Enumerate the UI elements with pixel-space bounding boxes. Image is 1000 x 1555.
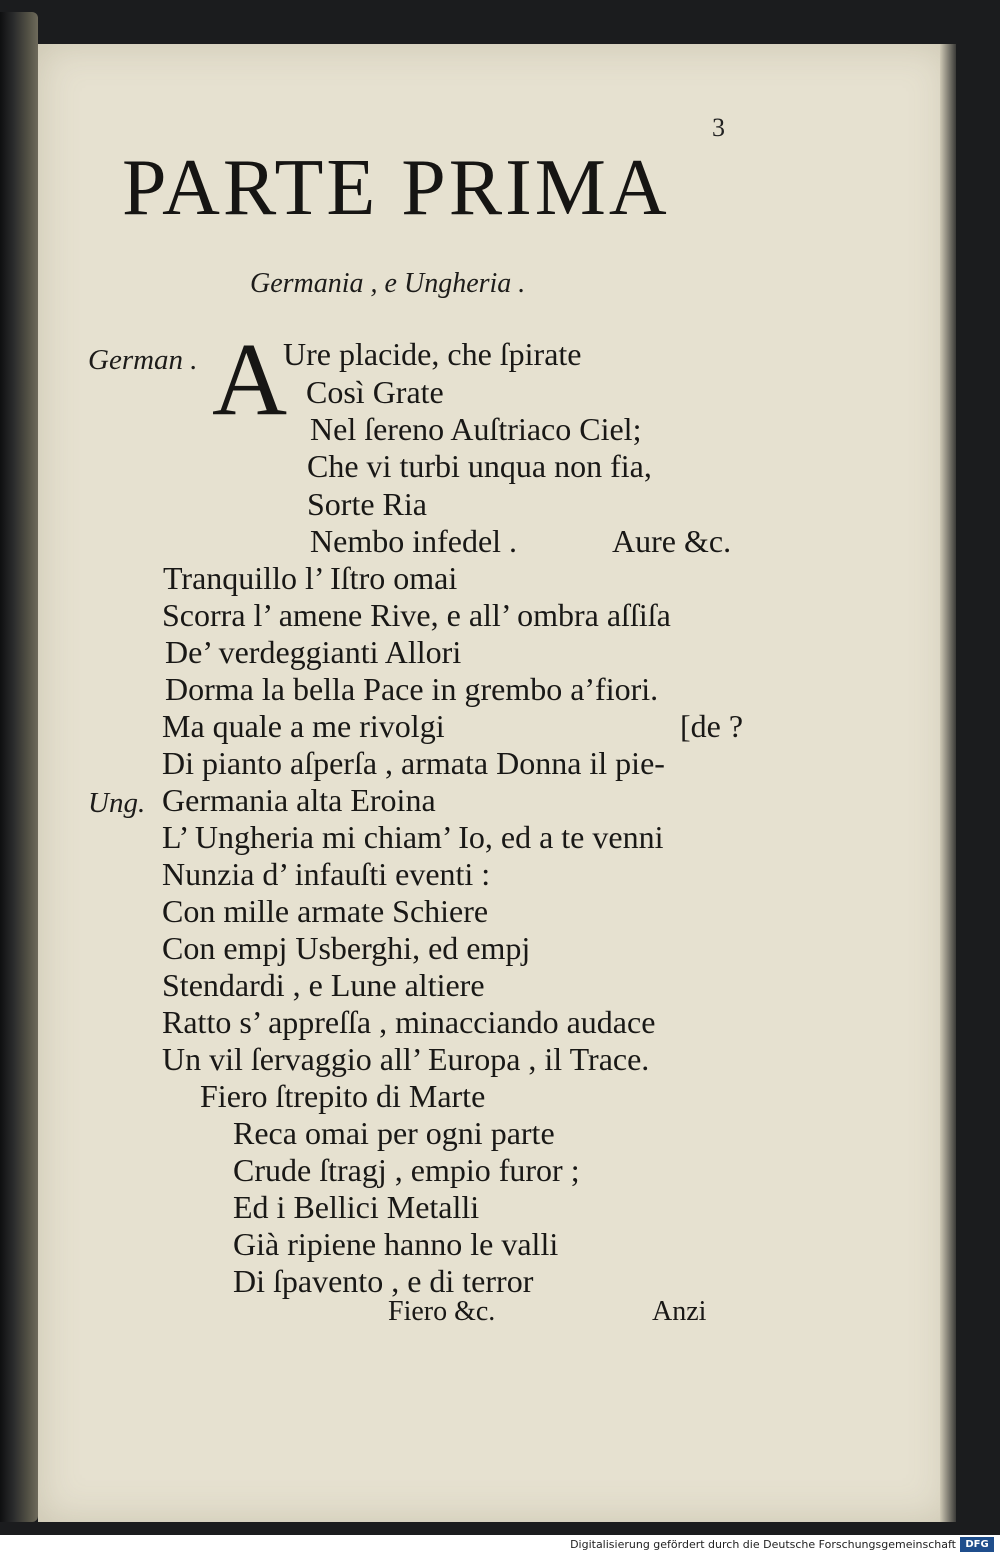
verse-line: Reca omai per ogni parte xyxy=(233,1115,555,1151)
verse-line: Ed i Bellici Metalli xyxy=(233,1189,480,1225)
catchword: Anzi xyxy=(652,1296,707,1327)
book-spine-edge xyxy=(0,12,38,1522)
verse-line: Di ſpavento , e di terror xyxy=(233,1263,534,1299)
verse-line: Ure placide, che ſpirate xyxy=(283,336,582,372)
verse-line: Dorma la bella Pace in grembo a’fiori. xyxy=(165,671,659,707)
verse-line: Germania alta Eroina xyxy=(162,782,436,818)
verse-line: Con mille armate Schiere xyxy=(162,893,489,929)
verse-line: Nembo infedel . xyxy=(310,523,518,559)
page-edge-shadow xyxy=(940,44,956,1522)
speaker-ungheria: Ung. xyxy=(88,787,146,819)
drop-cap: A xyxy=(212,322,288,437)
verse-line: Tranquillo l’ Iſtro omai xyxy=(163,560,458,596)
verse-line: Crude ſtragj , empio furor ; xyxy=(233,1152,580,1188)
speaker-germania: German . xyxy=(88,344,198,376)
verse-line: Nel ſereno Auſtriaco Ciel; xyxy=(310,411,642,447)
verse-line: De’ verdeggianti Allori xyxy=(165,634,462,670)
verse-line: Ratto s’ appreſſa , minacciando audace xyxy=(162,1004,656,1040)
line-continuation: [de ? xyxy=(680,708,744,744)
verse-line: Sorte Ria xyxy=(307,486,427,522)
verse-line: Un vil ſervaggio all’ Europa , il Trace. xyxy=(162,1041,650,1077)
page-number: 3 xyxy=(712,113,725,142)
verse-line: Che vi turbi unqua non fia, xyxy=(307,448,652,484)
verse-line: L’ Ungheria mi chiam’ Io, ed a te venni xyxy=(162,819,664,855)
subtitle: Germania , e Ungheria . xyxy=(250,268,526,299)
verse-line: Così Grate xyxy=(306,374,444,410)
verse-line: Con empj Usberghi, ed empj xyxy=(162,930,531,966)
page-title: PARTE PRIMA xyxy=(122,144,670,232)
footer-credit: Digitalisierung gefördert durch die Deutsche Forschungsgemeinschaft xyxy=(570,1538,956,1551)
dfg-logo: DFG xyxy=(960,1537,994,1552)
repeat-cue: Fiero &c. xyxy=(388,1296,496,1327)
verse-line: Ma quale a me rivolgi xyxy=(162,708,445,744)
verse-line: Scorra l’ amene Rive, e all’ ombra aſſiſa xyxy=(162,597,671,633)
footer-bar xyxy=(0,1535,1000,1555)
verse-line: Fiero ſtrepito di Marte xyxy=(200,1078,486,1114)
verse-line: Nunzia d’ infauſti eventi : xyxy=(162,856,491,892)
repeat-cue: Aure &c. xyxy=(612,523,732,559)
verse-line: Stendardi , e Lune altiere xyxy=(162,967,485,1003)
verse-line: Già ripiene hanno le valli xyxy=(233,1226,559,1262)
verse-line: Di pianto aſperſa , armata Donna il pie- xyxy=(162,745,665,781)
